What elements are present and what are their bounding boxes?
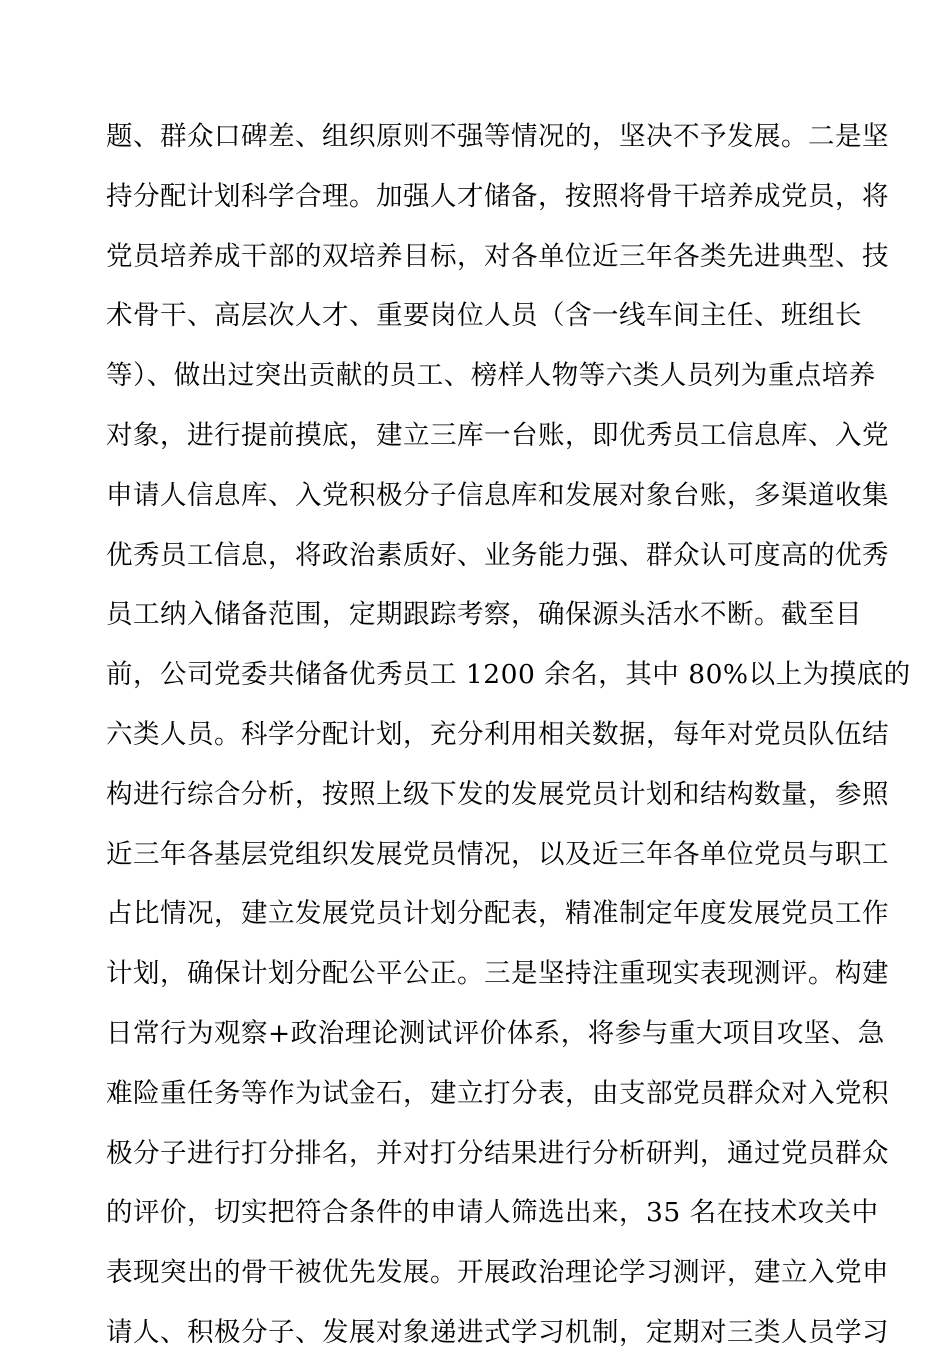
text-line: 等）、做出过突出贡献的员工、榜样人物等六类人员列为重点培养 [106, 360, 876, 392]
text-line: 极分子进行打分排名，并对打分结果进行分析研判，通过党员群众 [106, 1137, 889, 1169]
text-line: 题、群众口碑差、组织原则不强等情况的，坚决不予发展。二是坚 [106, 121, 889, 152]
text-line: 优秀员工信息，将政治素质好、业务能力强、群众认可度高的优秀 [106, 539, 889, 571]
text-line: 术骨干、高层次人才、重要岗位人员（含一线车间主任、班组长 [106, 300, 862, 332]
text-line: 表现突出的骨干被优先发展。开展政治理论学习测评，建立入党申 [106, 1257, 889, 1289]
text-line: 员工纳入储备范围，定期跟踪考察，确保源头活水不断。截至目 [106, 599, 862, 631]
text-line: 构进行综合分析，按照上级下发的发展党员计划和结构数量，参照 [106, 778, 889, 810]
text-line: 近三年各基层党组织发展党员情况，以及近三年各单位党员与职工 [106, 838, 889, 870]
text-line: 的评价，切实把符合条件的申请人筛选出来，35 名在技术攻关中 [106, 1197, 879, 1229]
text-line: 六类人员。科学分配计划，充分利用相关数据，每年对党员队伍结 [106, 718, 889, 750]
text-line: 计划，确保计划分配公平公正。三是坚持注重现实表现测评。构建 [106, 958, 889, 990]
text-line: 前，公司党委共储备优秀员工 1200 余名，其中 80%以上为摸底的 [106, 659, 911, 691]
text-line: 党员培养成干部的双培养目标，对各单位近三年各类先进典型、技 [106, 240, 889, 272]
text-line: 持分配计划科学合理。加强人才储备，按照将骨干培养成党员，将 [106, 180, 889, 212]
text-line: 对象，进行提前摸底，建立三库一台账，即优秀员工信息库、入党 [106, 419, 889, 451]
text-line: 请人、积极分子、发展对象递进式学习机制，定期对三类人员学习 [106, 1316, 889, 1348]
document-body [106, 113, 911, 1369]
text-line: 难险重任务等作为试金石，建立打分表，由支部党员群众对入党积 [106, 1077, 889, 1109]
text-line: 日常行为观察+政治理论测试评价体系，将参与重大项目攻坚、急 [106, 1017, 885, 1049]
text-line: 占比情况，建立发展党员计划分配表，精准制定年度发展党员工作 [106, 898, 889, 930]
text-line: 申请人信息库、入党积极分子信息库和发展对象台账，多渠道收集 [106, 479, 889, 511]
